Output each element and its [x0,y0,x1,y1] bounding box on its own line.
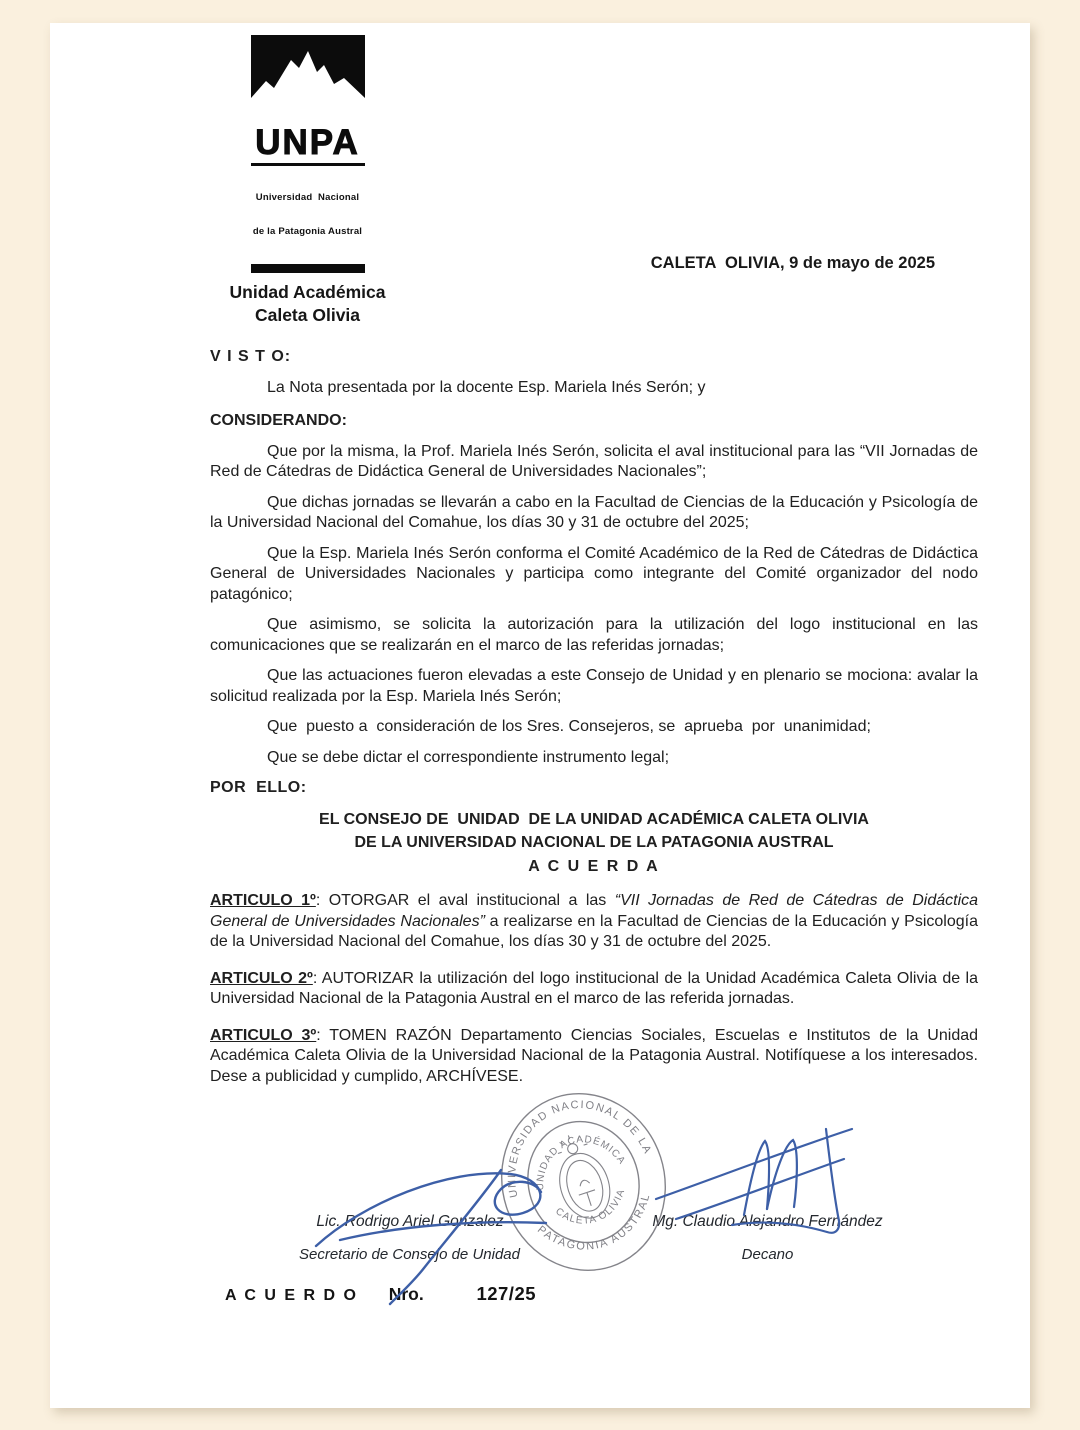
logo-university-line1: Universidad Nacional [255,191,360,203]
dean-signature [648,1115,868,1260]
stamp-outer-bottom-text: PATAGONIA AUSTRAL [535,1191,653,1253]
por-ello-heading: POR ELLO: [210,779,307,796]
article-3-label: ARTICULO 3º [210,1026,317,1044]
academic-unit-line1: Unidad Académica [229,282,386,303]
article-1-italic: “VII Jornadas de Red de Cátedras de Didáctica General de Universidades Nacionales” [210,892,979,930]
acuerdo-label: A C U E R D O [225,1287,358,1304]
stamp-outer-top-text: UNIVERSIDAD NACIONAL DE LA [506,1098,654,1199]
academic-unit-name [225,281,390,327]
logo-university-name [251,169,365,260]
article-2 [210,969,978,1010]
stamp-inner-top-text: UNIDAD ACADÉMICA [535,1134,628,1191]
dean-name: Mg. Claudio Alejandro Fernández [652,1213,883,1230]
secretary-signature [288,1128,583,1308]
considerando-paragraph-3: Que la Esp. Mariela Inés Serón conforma el Comité Académico de la Red de Cátedras de Didáctica General de Universidades Nacionales y participa como integrante del Comité organizador del nodo patagónico; [210,544,978,603]
article-2-text: : AUTORIZAR la utilización del logo institucional de la Unidad Académica Caleta Olivia de la Universidad Nacional de la Patagonia Austral en el marco de las referida jornadas. [210,969,979,1007]
unpa-acronym: UNPA [255,123,360,162]
unpa-logo-core [251,35,365,273]
logo-university-line2: de la Patagonia Austral [252,225,363,237]
considerando-paragraph-5: Que las actuaciones fueron elevadas a este Consejo de Unidad y en plenario se mociona: avalar la solicitud realizada por la Esp. Mariela Inés Serón; [210,667,978,705]
article-1-text-after: a realizarse en la Facultad de Ciencias de la Educación y Psicología de la Universidad Nacional del Comahue, los días 30 y 31 de octubre del 2025. [210,912,978,950]
secretary-name: Lic. Rodrigo Ariel Gonzalez [316,1213,504,1230]
considerando-paragraph-4: Que asimismo, se solicita la autorización para la utilización del logo institucional en las comunicaciones que se realizarán en el marco de las referidas jornadas; [210,616,978,654]
article-1-text-before: : OTORGAR el aval institucional a las [315,892,615,909]
article-2-label: ARTICULO 2º [210,969,313,987]
acuerdo-number: 127/25 [476,1283,537,1304]
dean-title: Decano [741,1246,794,1263]
considerando-paragraph-2: Que dichas jornadas se llevarán a cabo en la Facultad de Ciencias de la Educación y Psicología de la Universidad Nacional del Comahue, los días 30 y 31 de octubre del 2025; [210,493,978,531]
document-body [210,347,978,1103]
considerando-heading: CONSIDERANDO: [210,412,347,429]
visto-heading: V I S T O: [210,348,292,365]
considerando-paragraph-1: Que por la misma, la Prof. Mariela Inés Serón, solicita el aval institucional para las “VII Jornadas de Red de Cátedras de Didáctica General de Universidades Nacionales”; [210,442,978,480]
unpa-logo [225,35,390,327]
considerando-paragraph-6: Que puesto a consideración de los Sres. Consejeros, se aprueba por unanimidad; [267,718,871,735]
document-page [50,23,1030,1408]
acuerdo-nro-label: Nro. [388,1284,424,1304]
resolution-body-line2: DE LA UNIVERSIDAD NACIONAL DE LA PATAGONIA AUSTRAL [354,834,834,851]
article-3-text: : TOMEN RAZÓN Departamento Ciencias Sociales, Escuelas e Institutos de la Unidad Académica Caleta Olivia de la Universidad Nacional de la Patagonia Austral. Notifíquese a los interesados. Dese a publicidad y cumplido, ARCHÍVESE. [210,1026,979,1085]
resolution-body-line1: EL CONSEJO DE UNIDAD DE LA UNIDAD ACADÉMICA CALETA OLIVIA [319,810,869,828]
resolution-acuerda: A C U E R D A [528,857,660,875]
logo-rule [251,163,365,166]
article-3 [210,1026,978,1088]
secretary-title: Secretario de Consejo de Unidad [299,1246,520,1263]
logo-bar [251,264,365,273]
article-1 [210,891,978,953]
mountain-icon [251,35,365,123]
dateline: CALETA OLIVIA, 9 de mayo de 2025 [650,254,935,272]
academic-unit-line2: Caleta Olivia [254,304,361,325]
visto-paragraph: La Nota presentada por la docente Esp. Mariela Inés Serón; y [267,378,706,396]
stamp-inner-bottom-text: CALETA OLIVIA [553,1187,628,1227]
considerando-paragraph-7: Que se debe dictar el correspondiente instrumento legal; [267,748,670,766]
article-1-label: ARTICULO 1º [210,892,316,909]
